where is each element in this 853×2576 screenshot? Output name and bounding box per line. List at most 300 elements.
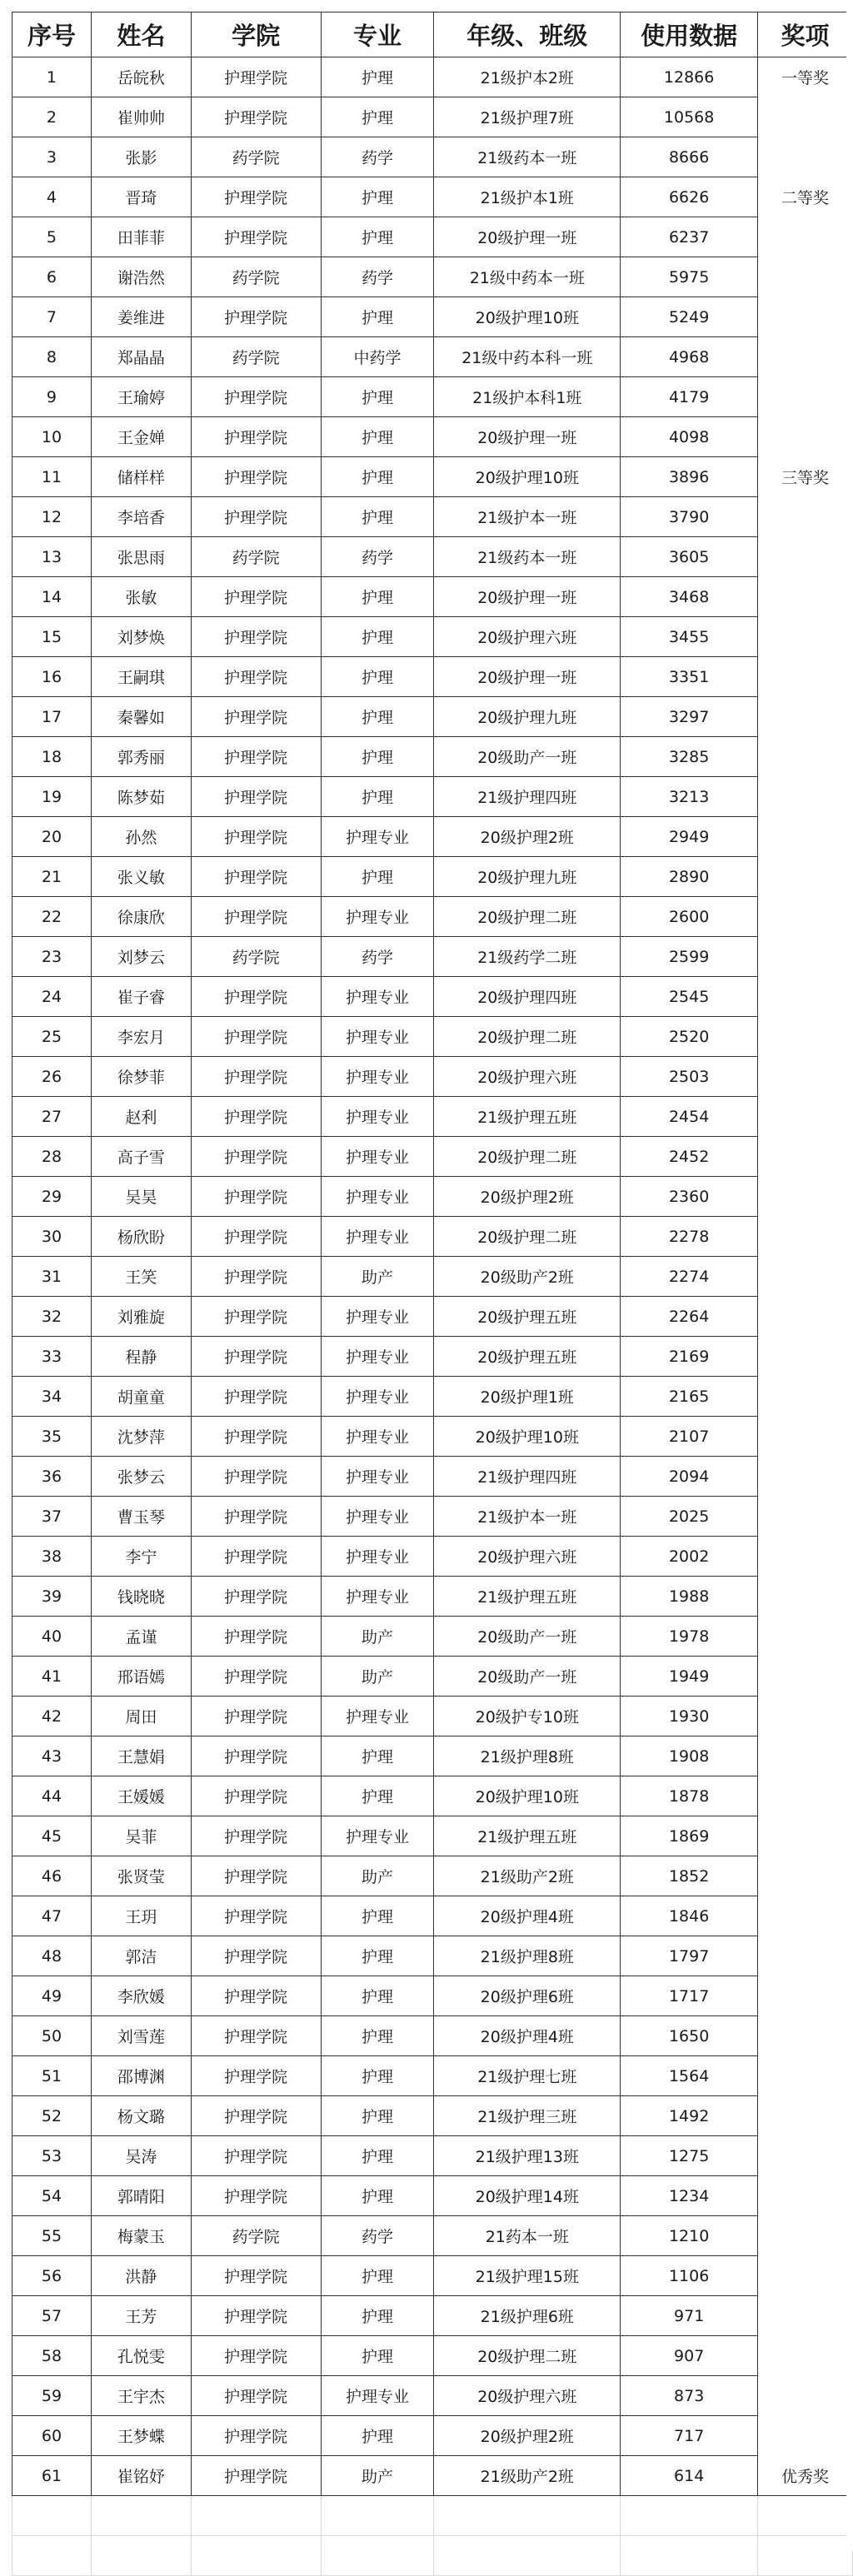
cell-college: 护理学院 [191,1297,321,1337]
table-row [12,2016,853,2056]
cell-award [758,1257,853,1297]
table-row [12,577,853,617]
table-row [12,617,853,657]
cell-usage: 1930 [621,1697,758,1736]
cell-usage: 2503 [621,1057,758,1097]
empty-cell [434,2536,621,2576]
cell-award [758,337,853,377]
table-row [12,1177,853,1217]
cell-major: 护理专业 [321,897,434,937]
cell-index: 43 [12,1736,92,1776]
cell-college: 护理学院 [191,2456,321,2496]
table-row [12,1097,853,1137]
cell-class: 20级助产一班 [434,737,621,777]
cell-award [758,1137,853,1177]
table-row [12,897,853,937]
cell-major: 护理 [321,2056,434,2096]
cell-index: 41 [12,1657,92,1697]
cell-award [758,577,853,617]
cell-college: 护理学院 [191,2096,321,2136]
cell-class: 20级护理2班 [434,2416,621,2456]
empty-cell [621,2536,758,2576]
cell-index: 3 [12,137,92,177]
cell-index: 48 [12,1936,92,1976]
cell-major: 护理 [321,2016,434,2056]
cell-usage: 1650 [621,2016,758,2056]
cell-college: 护理学院 [191,2336,321,2376]
table-row [12,1377,853,1417]
cell-award [758,1417,853,1457]
cell-award [758,1776,853,1816]
cell-college: 护理学院 [191,2176,321,2216]
table-row [12,697,853,737]
cell-index: 9 [12,377,92,417]
cell-college: 护理学院 [191,577,321,617]
cell-name: 郑晶晶 [91,337,191,377]
cell-name: 李宏月 [91,1017,191,1057]
cell-name: 邢语嫣 [91,1657,191,1697]
cell-college: 护理学院 [191,817,321,857]
cell-usage: 2545 [621,977,758,1017]
cell-index: 1 [12,57,92,97]
table-row [12,737,853,777]
cell-class: 20级护理6班 [434,1976,621,2016]
table-row [12,337,853,377]
cell-college: 护理学院 [191,1217,321,1257]
cell-index: 56 [12,2256,92,2296]
cell-index: 20 [12,817,92,857]
cell-usage: 3285 [621,737,758,777]
cell-index: 28 [12,1137,92,1177]
page-edge [846,0,853,2551]
cell-usage: 5249 [621,297,758,337]
cell-name: 孔悦雯 [91,2336,191,2376]
cell-class: 21级中药本科一班 [434,337,621,377]
cell-award: 优秀奖 [758,2456,853,2496]
cell-college: 护理学院 [191,1097,321,1137]
table-row [12,2456,853,2496]
cell-major: 护理 [321,217,434,257]
table-row [12,2176,853,2216]
cell-class: 20级助产2班 [434,1257,621,1297]
cell-major: 中药学 [321,337,434,377]
cell-name: 郭晴阳 [91,2176,191,2216]
cell-major: 护理 [321,297,434,337]
empty-cell [91,2496,191,2536]
cell-major: 护理专业 [321,1377,434,1417]
table-row [12,1776,853,1816]
cell-index: 38 [12,1537,92,1577]
table-row [12,177,853,217]
cell-major: 护理专业 [321,1137,434,1177]
cell-award [758,137,853,177]
empty-cell [12,2536,92,2576]
cell-index: 61 [12,2456,92,2496]
cell-college: 护理学院 [191,1257,321,1297]
award-table [12,12,853,2576]
empty-cell [758,2536,853,2576]
cell-index: 27 [12,1097,92,1137]
cell-class: 21级护理三班 [434,2096,621,2136]
cell-usage: 2094 [621,1457,758,1497]
cell-name: 张贤莹 [91,1856,191,1896]
cell-major: 护理 [321,377,434,417]
cell-major: 护理 [321,1736,434,1776]
cell-major: 护理 [321,2176,434,2216]
cell-index: 47 [12,1896,92,1936]
table-row [12,2056,853,2096]
cell-award [758,2376,853,2416]
cell-major: 助产 [321,2456,434,2496]
cell-name: 张义敏 [91,857,191,897]
cell-name: 高子雪 [91,1137,191,1177]
cell-index: 12 [12,497,92,537]
cell-major: 护理 [321,497,434,537]
cell-class: 20级护理一班 [434,577,621,617]
cell-award [758,257,853,297]
cell-award [758,977,853,1017]
cell-class: 20级护理六班 [434,1537,621,1577]
cell-award [758,537,853,577]
empty-cell [321,2536,434,2576]
cell-award [758,777,853,817]
cell-college: 护理学院 [191,697,321,737]
table-row [12,2416,853,2456]
cell-college: 护理学院 [191,977,321,1017]
cell-usage: 5975 [621,257,758,297]
cell-name: 王宇杰 [91,2376,191,2416]
cell-usage: 907 [621,2336,758,2376]
cell-award [758,1217,853,1257]
cell-class: 21级护本1班 [434,177,621,217]
cell-class: 20级护理六班 [434,2376,621,2416]
cell-major: 护理专业 [321,977,434,1017]
cell-name: 孙然 [91,817,191,857]
cell-major: 药学 [321,257,434,297]
cell-name: 陈梦茹 [91,777,191,817]
cell-college: 护理学院 [191,217,321,257]
cell-name: 张梦云 [91,1457,191,1497]
cell-class: 20级护理二班 [434,1217,621,1257]
cell-name: 胡童童 [91,1377,191,1417]
cell-class: 20级护理五班 [434,1337,621,1377]
cell-class: 21级助产2班 [434,1856,621,1896]
cell-major: 护理 [321,97,434,137]
cell-college: 护理学院 [191,1896,321,1936]
cell-college: 药学院 [191,257,321,297]
cell-name: 郭洁 [91,1936,191,1976]
cell-usage: 2165 [621,1377,758,1417]
cell-major: 药学 [321,537,434,577]
cell-award [758,2056,853,2096]
table-row [12,497,853,537]
cell-index: 46 [12,1856,92,1896]
cell-name: 程静 [91,1337,191,1377]
cell-index: 25 [12,1017,92,1057]
cell-index: 2 [12,97,92,137]
cell-college: 药学院 [191,537,321,577]
cell-award [758,1057,853,1097]
empty-row [12,2536,853,2576]
cell-usage: 3468 [621,577,758,617]
cell-name: 梅蒙玉 [91,2216,191,2256]
cell-index: 15 [12,617,92,657]
cell-usage: 12866 [621,57,758,97]
cell-name: 储样样 [91,457,191,497]
cell-class: 20级护理五班 [434,1297,621,1337]
cell-award [758,857,853,897]
cell-college: 护理学院 [191,2016,321,2056]
cell-class: 20级护理四班 [434,977,621,1017]
cell-name: 王芳 [91,2296,191,2336]
cell-name: 曹玉琴 [91,1497,191,1537]
cell-major: 护理 [321,2136,434,2176]
cell-name: 王笑 [91,1257,191,1297]
cell-college: 护理学院 [191,1617,321,1657]
table-row [12,217,853,257]
cell-index: 39 [12,1577,92,1617]
cell-class: 20级护理九班 [434,697,621,737]
cell-usage: 2002 [621,1537,758,1577]
cell-award [758,657,853,697]
cell-class: 21药本一班 [434,2216,621,2256]
cell-class: 20级助产一班 [434,1657,621,1697]
cell-major: 护理 [321,1976,434,2016]
cell-award [758,2176,853,2216]
header-index: 序号 [12,12,92,57]
cell-college: 护理学院 [191,1657,321,1697]
cell-major: 药学 [321,937,434,977]
cell-name: 崔子睿 [91,977,191,1017]
cell-index: 10 [12,417,92,457]
cell-class: 20级护理一班 [434,657,621,697]
cell-name: 王嗣琪 [91,657,191,697]
cell-award [758,1697,853,1736]
table-row [12,1057,853,1097]
cell-usage: 1978 [621,1617,758,1657]
empty-row [12,2496,853,2536]
table-row [12,777,853,817]
table-row [12,1736,853,1776]
cell-usage: 2520 [621,1017,758,1057]
table-row [12,137,853,177]
cell-award [758,617,853,657]
cell-usage: 3455 [621,617,758,657]
cell-class: 20级护理二班 [434,2336,621,2376]
table-row [12,1417,853,1457]
cell-index: 29 [12,1177,92,1217]
cell-award [758,1177,853,1217]
table-row [12,1697,853,1736]
cell-index: 53 [12,2136,92,2176]
cell-usage: 3605 [621,537,758,577]
cell-index: 4 [12,177,92,217]
cell-name: 王玥 [91,1896,191,1936]
cell-award [758,1497,853,1537]
cell-usage: 1878 [621,1776,758,1816]
cell-award [758,1297,853,1337]
cell-major: 助产 [321,1257,434,1297]
cell-college: 护理学院 [191,1177,321,1217]
cell-class: 21级护理四班 [434,1457,621,1497]
table-row [12,297,853,337]
cell-name: 谢浩然 [91,257,191,297]
cell-usage: 1846 [621,1896,758,1936]
cell-award [758,417,853,457]
cell-award [758,1816,853,1856]
table-row [12,457,853,497]
cell-name: 刘梦云 [91,937,191,977]
cell-major: 助产 [321,1657,434,1697]
cell-major: 护理专业 [321,1177,434,1217]
cell-award [758,1617,853,1657]
cell-index: 60 [12,2416,92,2456]
cell-name: 赵利 [91,1097,191,1137]
cell-index: 37 [12,1497,92,1537]
cell-index: 8 [12,337,92,377]
cell-award [758,1457,853,1497]
cell-index: 50 [12,2016,92,2056]
empty-cell [321,2496,434,2536]
cell-usage: 2890 [621,857,758,897]
empty-cell [191,2536,321,2576]
cell-index: 52 [12,2096,92,2136]
cell-name: 王瑜婷 [91,377,191,417]
cell-major: 护理 [321,737,434,777]
cell-class: 20级护理1班 [434,1377,621,1417]
cell-usage: 3213 [621,777,758,817]
cell-college: 护理学院 [191,857,321,897]
header-college: 学院 [191,12,321,57]
cell-major: 护理 [321,2256,434,2296]
cell-major: 护理 [321,417,434,457]
cell-award [758,1017,853,1057]
cell-usage: 6237 [621,217,758,257]
cell-usage: 1234 [621,2176,758,2216]
cell-usage: 1797 [621,1936,758,1976]
cell-index: 31 [12,1257,92,1297]
cell-index: 5 [12,217,92,257]
cell-college: 护理学院 [191,97,321,137]
cell-index: 18 [12,737,92,777]
cell-name: 吴涛 [91,2136,191,2176]
table-row [12,1657,853,1697]
cell-major: 护理专业 [321,1417,434,1457]
cell-usage: 2600 [621,897,758,937]
cell-class: 21级护理15班 [434,2256,621,2296]
cell-usage: 4098 [621,417,758,457]
cell-usage: 1275 [621,2136,758,2176]
cell-college: 护理学院 [191,297,321,337]
table-row [12,1017,853,1057]
table-row [12,1217,853,1257]
table-row [12,2256,853,2296]
cell-major: 护理专业 [321,1097,434,1137]
header-name: 姓名 [91,12,191,57]
cell-class: 21级药本一班 [434,537,621,577]
cell-major: 护理专业 [321,1297,434,1337]
table-row [12,417,853,457]
cell-usage: 4968 [621,337,758,377]
table-row [12,857,853,897]
cell-index: 30 [12,1217,92,1257]
cell-name: 周田 [91,1697,191,1736]
cell-name: 杨文璐 [91,2096,191,2136]
cell-usage: 2360 [621,1177,758,1217]
cell-name: 杨欣盼 [91,1217,191,1257]
cell-index: 35 [12,1417,92,1457]
cell-college: 护理学院 [191,1417,321,1457]
table-row [12,257,853,297]
cell-class: 21级护理6班 [434,2296,621,2336]
cell-award [758,497,853,537]
cell-class: 20级护理六班 [434,1057,621,1097]
cell-college: 护理学院 [191,2136,321,2176]
table-row [12,1856,853,1896]
cell-award [758,1736,853,1776]
cell-college: 护理学院 [191,1856,321,1896]
cell-major: 护理 [321,57,434,97]
cell-usage: 2264 [621,1297,758,1337]
cell-index: 11 [12,457,92,497]
table-row [12,2136,853,2176]
cell-award [758,2216,853,2256]
cell-index: 16 [12,657,92,697]
cell-college: 护理学院 [191,1337,321,1377]
cell-major: 药学 [321,137,434,177]
cell-index: 55 [12,2216,92,2256]
cell-award [758,1537,853,1577]
cell-name: 李培香 [91,497,191,537]
cell-class: 20级护理10班 [434,457,621,497]
cell-class: 21级药学二班 [434,937,621,977]
empty-cell [91,2536,191,2576]
cell-award: 三等奖 [758,457,853,497]
cell-major: 药学 [321,2216,434,2256]
cell-class: 21级护本2班 [434,57,621,97]
cell-award [758,1577,853,1617]
empty-cell [434,2496,621,2536]
cell-name: 秦馨如 [91,697,191,737]
cell-class: 21级护本一班 [434,497,621,537]
cell-college: 护理学院 [191,497,321,537]
cell-award [758,1976,853,2016]
cell-class: 20级助产一班 [434,1617,621,1657]
cell-name: 崔铭妤 [91,2456,191,2496]
cell-class: 21级药本一班 [434,137,621,177]
table-row [12,1537,853,1577]
table-row [12,2216,853,2256]
cell-major: 护理 [321,1776,434,1816]
cell-major: 护理 [321,617,434,657]
cell-name: 李宁 [91,1537,191,1577]
cell-major: 护理专业 [321,1337,434,1377]
cell-award [758,1337,853,1377]
cell-college: 护理学院 [191,897,321,937]
cell-usage: 3790 [621,497,758,537]
cell-class: 21级护理五班 [434,1577,621,1617]
cell-award [758,2296,853,2336]
cell-award [758,937,853,977]
cell-index: 22 [12,897,92,937]
cell-award [758,697,853,737]
cell-award [758,377,853,417]
cell-name: 孟谨 [91,1617,191,1657]
cell-usage: 1949 [621,1657,758,1697]
cell-class: 21级护理四班 [434,777,621,817]
cell-college: 药学院 [191,137,321,177]
cell-class: 20级护理九班 [434,857,621,897]
